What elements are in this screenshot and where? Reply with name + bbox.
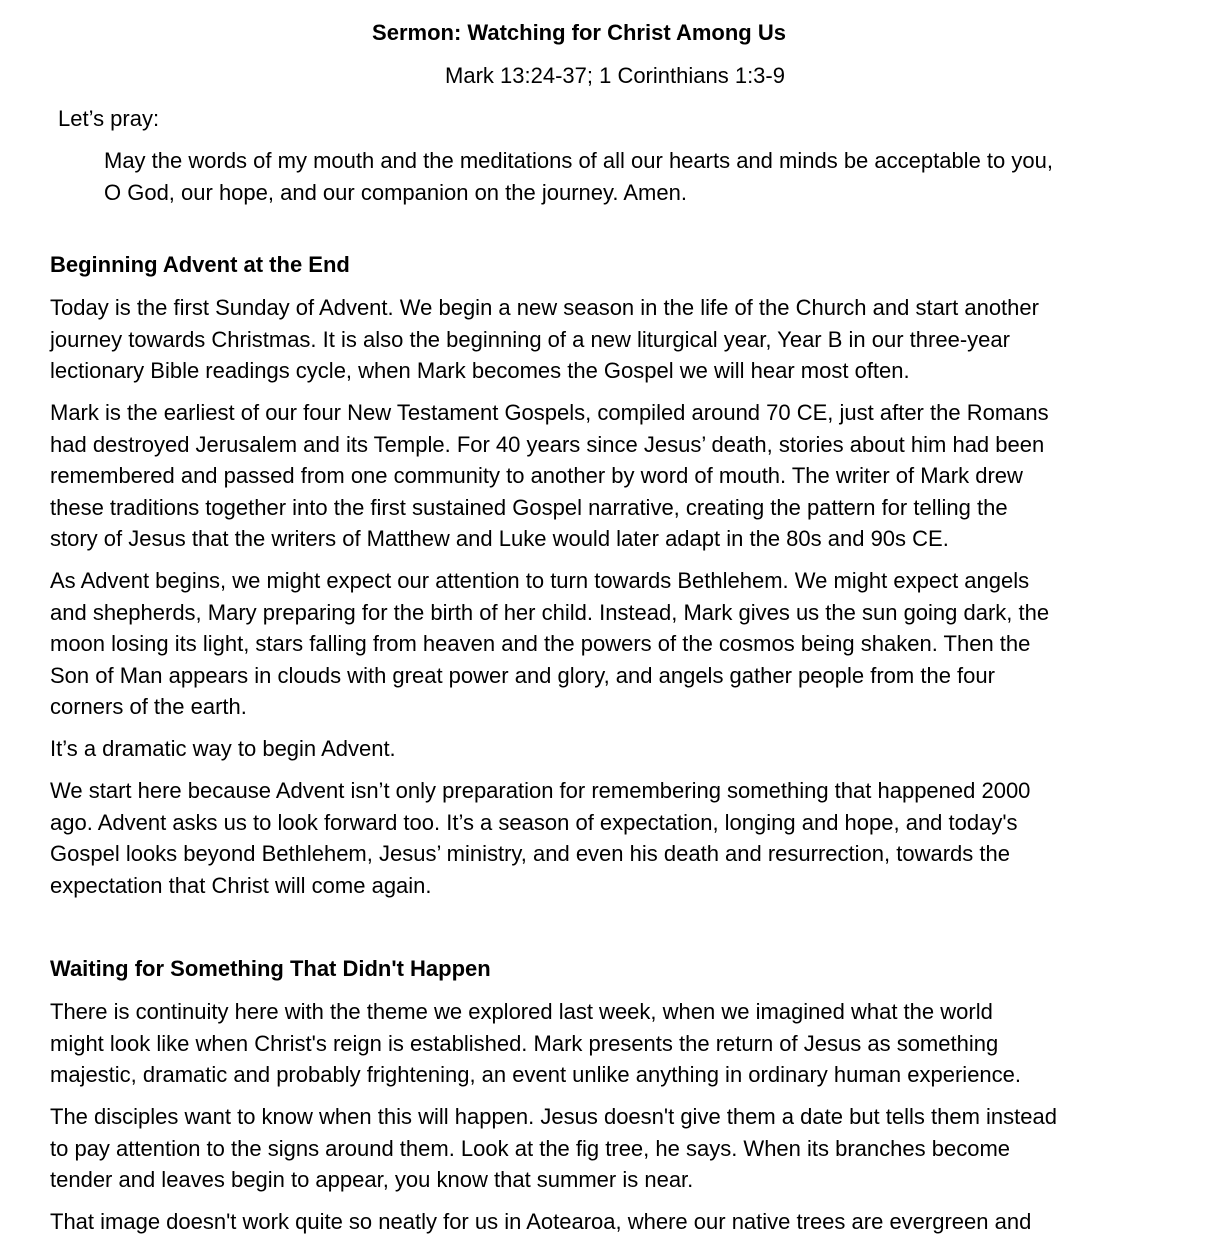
- paragraph-line: We start here because Advent isn’t only preparation for remembering something that happened 2000: [50, 778, 1031, 803]
- scripture-reference: Mark 13:24-37; 1 Corinthians 1:3-9: [445, 63, 785, 88]
- prayer-intro: Let’s pray:: [58, 106, 160, 131]
- paragraph-line: Son of Man appears in clouds with great power and glory, and angels gather people from the four: [50, 662, 995, 688]
- paragraph: [50, 775, 1190, 901]
- paragraph: [50, 565, 1190, 723]
- paragraph: [50, 1101, 1190, 1196]
- paragraph: [50, 397, 1190, 555]
- paragraph-line: There is continuity here with the theme we explored last week, when we imagined what the world: [50, 999, 993, 1024]
- paragraph-line: journey towards Christmas. It is also the beginning of a new liturgical year, Year B in our three-year: [50, 326, 1010, 352]
- paragraph: [50, 733, 1190, 765]
- paragraph-line: As Advent begins, we might expect our attention to turn towards Bethlehem. We might expect angels: [50, 568, 1030, 593]
- paragraph-line: might look like when Christ's reign is established. Mark presents the return of Jesus as something: [50, 1030, 999, 1056]
- paragraph-line: these traditions together into the first sustained Gospel narrative, creating the pattern for telling the: [50, 494, 1008, 520]
- paragraph-line: It’s a dramatic way to begin Advent.: [50, 736, 396, 761]
- paragraph: [50, 996, 1190, 1091]
- paragraph-line: and shepherds, Mary preparing for the birth of her child. Instead, Mark gives us the sun going dark, the: [50, 599, 1050, 625]
- paragraph-line: remembered and passed from one community to another by word of mouth. The writer of Mark drew: [50, 463, 1023, 488]
- paragraph-line: story of Jesus that the writers of Matthew and Luke would later adapt in the 80s and 90s CE.: [50, 526, 949, 551]
- paragraph-line: Gospel looks beyond Bethlehem, Jesus’ ministry, and even his death and resurrection, towards the: [50, 841, 1010, 866]
- sermon-title: Sermon: Watching for Christ Among Us: [372, 20, 786, 45]
- paragraph-line: had destroyed Jerusalem and its Temple. For 40 years since Jesus’ death, stories about him had been: [50, 431, 1045, 457]
- paragraph: [50, 1206, 1190, 1238]
- section-heading: Waiting for Something That Didn't Happen: [50, 956, 491, 981]
- paragraph-line: expectation that Christ will come again.: [50, 872, 432, 898]
- paragraph-line: tender and leaves begin to appear, you know that summer is near.: [50, 1167, 694, 1192]
- prayer-line: O God, our hope, and our companion on the journey. Amen.: [104, 179, 687, 205]
- paragraph-line: Today is the first Sunday of Advent. We begin a new season in the life of the Church and start another: [50, 295, 1039, 320]
- paragraph: [50, 292, 1190, 387]
- paragraph-line: moon losing its light, stars falling from heaven and the powers of the cosmos being shaken. Then the: [50, 631, 1031, 656]
- section-heading: Beginning Advent at the End: [50, 252, 350, 277]
- prayer-text: [104, 145, 1194, 208]
- paragraph-line: majestic, dramatic and probably frightening, an event unlike anything in ordinary human experience.: [50, 1062, 1022, 1087]
- prayer-line: May the words of my mouth and the meditations of all our hearts and minds be acceptable to you,: [104, 148, 1053, 173]
- paragraph-line: That image doesn't work quite so neatly for us in Aotearoa, where our native trees are evergreen and: [50, 1209, 1032, 1234]
- paragraph-line: Mark is the earliest of our four New Testament Gospels, compiled around 70 CE, just after the Romans: [50, 400, 1049, 425]
- paragraph-line: The disciples want to know when this will happen. Jesus doesn't give them a date but tells them instead: [50, 1104, 1057, 1129]
- paragraph-line: ago. Advent asks us to look forward too. It’s a season of expectation, longing and hope, and today's: [50, 809, 1018, 835]
- paragraph-line: to pay attention to the signs around them. Look at the fig tree, he says. When its branches become: [50, 1135, 1011, 1161]
- paragraph-line: lectionary Bible readings cycle, when Mark becomes the Gospel we will hear most often.: [50, 358, 910, 383]
- paragraph-line: corners of the earth.: [50, 694, 247, 719]
